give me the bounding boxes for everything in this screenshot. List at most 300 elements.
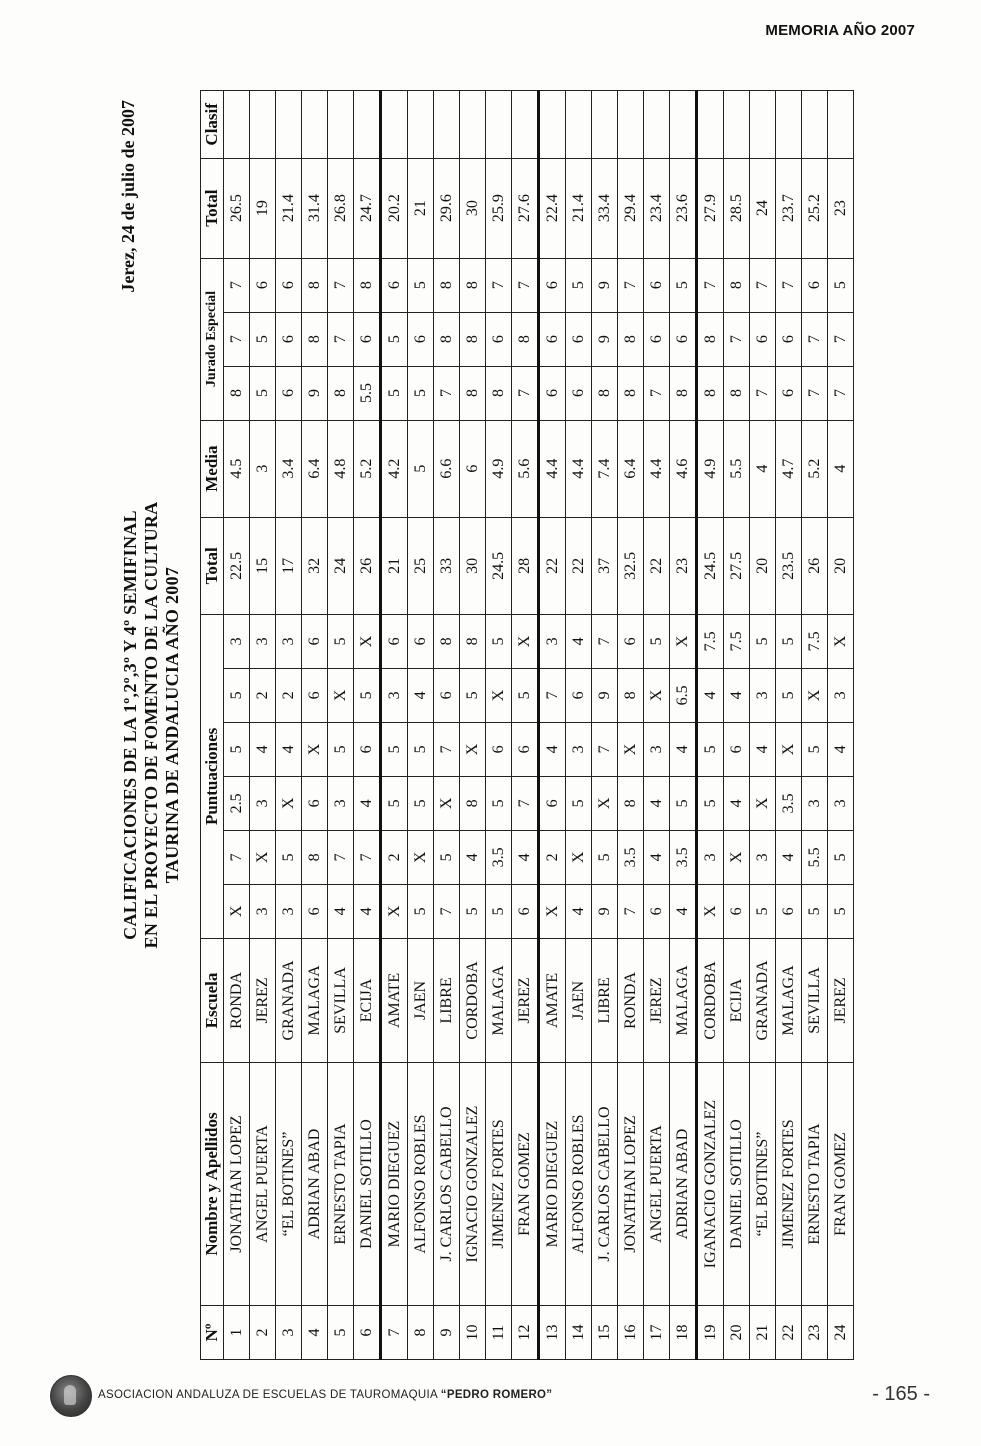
cell-num: 2 xyxy=(250,1306,276,1360)
cell-clasif xyxy=(512,91,539,159)
cell-clasif xyxy=(434,91,460,159)
cell-media: 4.9 xyxy=(486,420,512,517)
cell-clasif xyxy=(697,91,724,159)
cell-clasif xyxy=(250,91,276,159)
rotated-document-content xyxy=(118,90,849,1360)
cell-name: “EL BOTINES” xyxy=(276,1063,302,1306)
cell-score: 3 xyxy=(250,776,276,830)
cell-score: 4 xyxy=(776,830,802,884)
cell-name: ERNESTO TAPIA xyxy=(802,1063,828,1306)
cell-school: MALAGA xyxy=(776,938,802,1062)
header-jury: Jurado Especial xyxy=(201,258,224,420)
cell-score: X xyxy=(776,722,802,776)
cell-score: 7 xyxy=(512,776,539,830)
cell-score: 5 xyxy=(381,776,408,830)
cell-score: 5 xyxy=(486,614,512,668)
cell-total-final: 27.9 xyxy=(697,158,724,258)
table-row xyxy=(776,91,802,1360)
cell-name: ANGEL PUERTA xyxy=(250,1063,276,1306)
cell-score: 8 xyxy=(618,668,644,722)
cell-num: 17 xyxy=(644,1306,670,1360)
cell-total-final: 30 xyxy=(460,158,486,258)
cell-jury: 5 xyxy=(566,258,592,312)
cell-school: JEREZ xyxy=(828,938,854,1062)
cell-score: 4 xyxy=(724,668,750,722)
cell-media: 4.8 xyxy=(328,420,354,517)
cell-media: 4.7 xyxy=(776,420,802,517)
cell-score: X xyxy=(802,668,828,722)
cell-num: 6 xyxy=(354,1306,381,1360)
cell-total: 32.5 xyxy=(618,517,644,614)
cell-score: X xyxy=(512,614,539,668)
cell-school: LIBRE xyxy=(592,938,618,1062)
cell-name: J. CARLOS CABELLO xyxy=(434,1063,460,1306)
cell-jury: 6 xyxy=(644,258,670,312)
cell-jury: 8 xyxy=(460,366,486,420)
cell-score: X xyxy=(697,884,724,938)
cell-score: 3 xyxy=(697,830,724,884)
cell-media: 3 xyxy=(250,420,276,517)
cell-score: 7 xyxy=(434,722,460,776)
cell-score: 2 xyxy=(539,830,566,884)
cell-score: 4 xyxy=(566,614,592,668)
cell-score: 7 xyxy=(354,830,381,884)
cell-clasif xyxy=(750,91,776,159)
cell-score: 6 xyxy=(776,884,802,938)
cell-jury: 6 xyxy=(539,366,566,420)
cell-score: 7 xyxy=(592,614,618,668)
table-row xyxy=(670,91,697,1360)
cell-clasif xyxy=(381,91,408,159)
cell-score: 7 xyxy=(539,668,566,722)
cell-jury: 7 xyxy=(750,258,776,312)
cell-school: JEREZ xyxy=(512,938,539,1062)
cell-total-final: 21.4 xyxy=(566,158,592,258)
cell-num: 1 xyxy=(224,1306,250,1360)
cell-jury: 6 xyxy=(539,258,566,312)
cell-jury: 8 xyxy=(224,366,250,420)
cell-num: 10 xyxy=(460,1306,486,1360)
table-row xyxy=(697,91,724,1360)
cell-name: DANIEL SOTILLO xyxy=(724,1063,750,1306)
cell-jury: 9 xyxy=(302,366,328,420)
scores-table xyxy=(200,90,854,1360)
cell-total-final: 23 xyxy=(828,158,854,258)
cell-score: 3.5 xyxy=(486,830,512,884)
cell-score: 5 xyxy=(802,722,828,776)
cell-score: 4 xyxy=(408,668,434,722)
cell-clasif xyxy=(486,91,512,159)
cell-total: 26 xyxy=(802,517,828,614)
cell-score: 8 xyxy=(302,830,328,884)
cell-jury: 7 xyxy=(724,312,750,366)
cell-media: 4.2 xyxy=(381,420,408,517)
cell-score: 5 xyxy=(644,614,670,668)
cell-score: X xyxy=(670,614,697,668)
cell-total-final: 19 xyxy=(250,158,276,258)
cell-media: 6 xyxy=(460,420,486,517)
cell-score: X xyxy=(434,776,460,830)
cell-media: 4.5 xyxy=(224,420,250,517)
cell-score: 6 xyxy=(724,722,750,776)
cell-score: 3 xyxy=(276,884,302,938)
table-row xyxy=(224,91,250,1360)
cell-name: ADRIAN ABAD xyxy=(670,1063,697,1306)
cell-score: 3 xyxy=(828,776,854,830)
cell-jury: 7 xyxy=(618,258,644,312)
cell-num: 21 xyxy=(750,1306,776,1360)
cell-jury: 7 xyxy=(776,258,802,312)
cell-jury: 5 xyxy=(250,312,276,366)
cell-name: “EL BOTINES” xyxy=(750,1063,776,1306)
cell-score: X xyxy=(224,884,250,938)
cell-num: 13 xyxy=(539,1306,566,1360)
cell-score: 4 xyxy=(670,722,697,776)
cell-jury: 7 xyxy=(328,312,354,366)
cell-score: 4 xyxy=(697,668,724,722)
cell-jury: 7 xyxy=(828,366,854,420)
cell-score: 5 xyxy=(408,722,434,776)
cell-media: 5.2 xyxy=(802,420,828,517)
cell-score: 5 xyxy=(776,614,802,668)
cell-score: 6 xyxy=(486,722,512,776)
cell-total: 32 xyxy=(302,517,328,614)
cell-score: 5 xyxy=(697,722,724,776)
cell-num: 24 xyxy=(828,1306,854,1360)
cell-score: 6 xyxy=(302,614,328,668)
cell-num: 5 xyxy=(328,1306,354,1360)
cell-score: 3 xyxy=(644,722,670,776)
cell-jury: 6 xyxy=(670,312,697,366)
cell-clasif xyxy=(828,91,854,159)
cell-score: 6 xyxy=(724,884,750,938)
cell-school: CORDOBA xyxy=(460,938,486,1062)
cell-name: JIMENEZ FORTES xyxy=(776,1063,802,1306)
cell-total-final: 28.5 xyxy=(724,158,750,258)
table-header-row xyxy=(201,91,224,1360)
cell-score: 4 xyxy=(566,884,592,938)
cell-clasif xyxy=(354,91,381,159)
cell-total: 22.5 xyxy=(224,517,250,614)
cell-clasif xyxy=(776,91,802,159)
cell-score: 5 xyxy=(224,722,250,776)
table-row xyxy=(828,91,854,1360)
cell-score: 5 xyxy=(592,830,618,884)
title-line-3: TAURINA DE ANDALUCIA AÑO 2007 xyxy=(162,566,182,884)
cell-name: IGANACIO GONZALEZ xyxy=(697,1063,724,1306)
cell-total-final: 25.2 xyxy=(802,158,828,258)
cell-jury: 6 xyxy=(486,312,512,366)
header-num: Nº xyxy=(201,1306,224,1360)
cell-score: 6 xyxy=(302,776,328,830)
cell-total-final: 23.6 xyxy=(670,158,697,258)
cell-score: 7 xyxy=(434,884,460,938)
table-row xyxy=(512,91,539,1360)
cell-jury: 8 xyxy=(670,366,697,420)
cell-score: 6 xyxy=(566,668,592,722)
cell-score: 5 xyxy=(408,776,434,830)
cell-score: 6 xyxy=(618,614,644,668)
cell-name: JIMENEZ FORTES xyxy=(486,1063,512,1306)
cell-media: 4.4 xyxy=(566,420,592,517)
cell-jury: 7 xyxy=(697,258,724,312)
cell-score: 6 xyxy=(434,668,460,722)
cell-jury: 8 xyxy=(592,366,618,420)
table-row xyxy=(250,91,276,1360)
cell-score: X xyxy=(750,776,776,830)
header-school: Escuela xyxy=(201,938,224,1062)
cell-media: 4.6 xyxy=(670,420,697,517)
cell-score: 5 xyxy=(276,830,302,884)
cell-school: MALAGA xyxy=(302,938,328,1062)
cell-score: 5 xyxy=(512,668,539,722)
cell-school: ECIJA xyxy=(354,938,381,1062)
cell-score: 4 xyxy=(354,776,381,830)
cell-total: 22 xyxy=(644,517,670,614)
cell-media: 5.2 xyxy=(354,420,381,517)
cell-score: X xyxy=(592,776,618,830)
header-name: Nombre y Apellidos xyxy=(201,1063,224,1306)
cell-jury: 6 xyxy=(566,366,592,420)
cell-score: 3 xyxy=(381,668,408,722)
cell-num: 9 xyxy=(434,1306,460,1360)
cell-jury: 6 xyxy=(776,312,802,366)
cell-name: IGNACIO GONZALEZ xyxy=(460,1063,486,1306)
table-row xyxy=(724,91,750,1360)
cell-num: 4 xyxy=(302,1306,328,1360)
cell-clasif xyxy=(328,91,354,159)
cell-jury: 6 xyxy=(802,258,828,312)
cell-school: RONDA xyxy=(224,938,250,1062)
cell-score: X xyxy=(302,722,328,776)
cell-media: 6.4 xyxy=(302,420,328,517)
page-number: - 165 - xyxy=(872,1383,930,1405)
cell-school: JAEN xyxy=(566,938,592,1062)
cell-total: 20 xyxy=(750,517,776,614)
cell-name: DANIEL SOTILLO xyxy=(354,1063,381,1306)
table-row xyxy=(539,91,566,1360)
cell-clasif xyxy=(408,91,434,159)
cell-score: 5 xyxy=(670,776,697,830)
cell-jury: 8 xyxy=(302,258,328,312)
cell-score: 9 xyxy=(592,668,618,722)
cell-school: JAEN xyxy=(408,938,434,1062)
cell-school: GRANADA xyxy=(750,938,776,1062)
cell-score: X xyxy=(408,830,434,884)
cell-jury: 6 xyxy=(276,258,302,312)
cell-media: 5 xyxy=(408,420,434,517)
cell-score: 7 xyxy=(618,884,644,938)
cell-jury: 6 xyxy=(381,258,408,312)
header-total-final: Total xyxy=(201,158,224,258)
cell-total: 24.5 xyxy=(486,517,512,614)
table-row xyxy=(644,91,670,1360)
table-row xyxy=(802,91,828,1360)
cell-jury: 6 xyxy=(276,312,302,366)
cell-name: JONATHAN LOPEZ xyxy=(224,1063,250,1306)
cell-name: ERNESTO TAPIA xyxy=(328,1063,354,1306)
cell-score: 3 xyxy=(224,614,250,668)
cell-score: 7 xyxy=(328,830,354,884)
cell-num: 8 xyxy=(408,1306,434,1360)
cell-score: 3 xyxy=(250,614,276,668)
cell-score: 3 xyxy=(750,668,776,722)
cell-media: 6.4 xyxy=(618,420,644,517)
cell-score: 5 xyxy=(802,884,828,938)
page-header-title: MEMORIA AÑO 2007 xyxy=(765,22,915,39)
cell-score: 4 xyxy=(539,722,566,776)
cell-school: SEVILLA xyxy=(802,938,828,1062)
table-row xyxy=(566,91,592,1360)
cell-score: 5.5 xyxy=(802,830,828,884)
cell-jury: 8 xyxy=(354,258,381,312)
cell-media: 3.4 xyxy=(276,420,302,517)
cell-total: 21 xyxy=(381,517,408,614)
table-row xyxy=(618,91,644,1360)
cell-jury: 5 xyxy=(670,258,697,312)
cell-jury: 6 xyxy=(276,366,302,420)
cell-jury: 8 xyxy=(434,258,460,312)
cell-num: 18 xyxy=(670,1306,697,1360)
cell-total: 33 xyxy=(434,517,460,614)
cell-score: 2 xyxy=(381,830,408,884)
cell-score: 3.5 xyxy=(618,830,644,884)
footer-org-label: ASOCIACION ANDALUZA DE ESCUELAS DE TAUROMAQUIA xyxy=(98,1389,438,1401)
cell-total-final: 23.4 xyxy=(644,158,670,258)
cell-jury: 6 xyxy=(408,312,434,366)
cell-jury: 8 xyxy=(697,312,724,366)
cell-name: MARIO DIEGUEZ xyxy=(539,1063,566,1306)
cell-score: 5 xyxy=(697,776,724,830)
cell-jury: 6 xyxy=(566,312,592,366)
cell-total: 24.5 xyxy=(697,517,724,614)
cell-score: 2.5 xyxy=(224,776,250,830)
cell-name: FRAN GOMEZ xyxy=(512,1063,539,1306)
cell-school: AMATE xyxy=(381,938,408,1062)
cell-name: ALFONSO ROBLES xyxy=(408,1063,434,1306)
cell-media: 4.4 xyxy=(644,420,670,517)
table-row xyxy=(460,91,486,1360)
cell-score: 8 xyxy=(460,614,486,668)
cell-media: 4.4 xyxy=(539,420,566,517)
cell-jury: 8 xyxy=(697,366,724,420)
cell-score: 3.5 xyxy=(776,776,802,830)
cell-num: 14 xyxy=(566,1306,592,1360)
table-row xyxy=(592,91,618,1360)
cell-score: 2 xyxy=(276,668,302,722)
cell-total: 23.5 xyxy=(776,517,802,614)
cell-jury: 5 xyxy=(381,366,408,420)
cell-score: 6 xyxy=(512,722,539,776)
cell-clasif xyxy=(276,91,302,159)
table-row xyxy=(354,91,381,1360)
cell-score: 6 xyxy=(302,884,328,938)
header-scores: Puntuaciones xyxy=(201,614,224,938)
cell-total: 26 xyxy=(354,517,381,614)
cell-school: GRANADA xyxy=(276,938,302,1062)
cell-jury: 7 xyxy=(512,258,539,312)
title-line-2: EN EL PROYECTO DE FOMENTO DE LA CULTURA xyxy=(141,501,161,949)
table-row xyxy=(434,91,460,1360)
header-total: Total xyxy=(201,517,224,614)
cell-total-final: 24 xyxy=(750,158,776,258)
cell-score: 5 xyxy=(486,776,512,830)
cell-jury: 7 xyxy=(224,258,250,312)
cell-score: 7.5 xyxy=(802,614,828,668)
cell-jury: 5 xyxy=(828,258,854,312)
cell-school: JEREZ xyxy=(644,938,670,1062)
cell-total-final: 26.5 xyxy=(224,158,250,258)
cell-jury: 5 xyxy=(250,366,276,420)
cell-score: 8 xyxy=(434,614,460,668)
cell-jury: 7 xyxy=(828,312,854,366)
cell-score: 3 xyxy=(276,614,302,668)
cell-num: 19 xyxy=(697,1306,724,1360)
cell-school: JEREZ xyxy=(250,938,276,1062)
cell-score: 7.5 xyxy=(697,614,724,668)
header-media: Media xyxy=(201,420,224,517)
cell-clasif xyxy=(618,91,644,159)
cell-clasif xyxy=(724,91,750,159)
cell-score: 6 xyxy=(381,614,408,668)
cell-score: 5 xyxy=(460,668,486,722)
cell-jury: 7 xyxy=(486,258,512,312)
cell-media: 4.9 xyxy=(697,420,724,517)
cell-score: 4 xyxy=(750,722,776,776)
cell-jury: 8 xyxy=(460,258,486,312)
cell-score: 4 xyxy=(512,830,539,884)
cell-score: 5 xyxy=(750,614,776,668)
page-footer xyxy=(50,1375,930,1419)
cell-school: CORDOBA xyxy=(697,938,724,1062)
cell-jury: 6 xyxy=(644,312,670,366)
cell-score: 7 xyxy=(224,830,250,884)
cell-clasif xyxy=(802,91,828,159)
cell-score: 5 xyxy=(486,884,512,938)
cell-score: X xyxy=(724,830,750,884)
table-body xyxy=(224,91,854,1360)
cell-score: X xyxy=(566,830,592,884)
cell-clasif xyxy=(566,91,592,159)
cell-jury: 7 xyxy=(750,366,776,420)
cell-score: 4 xyxy=(644,776,670,830)
cell-total-final: 20.2 xyxy=(381,158,408,258)
cell-media: 7.4 xyxy=(592,420,618,517)
cell-school: MALAGA xyxy=(486,938,512,1062)
cell-score: X xyxy=(618,722,644,776)
cell-school: LIBRE xyxy=(434,938,460,1062)
cell-score: 4 xyxy=(644,830,670,884)
cell-score: 6.5 xyxy=(670,668,697,722)
cell-jury: 8 xyxy=(460,312,486,366)
cell-total: 20 xyxy=(828,517,854,614)
table-row xyxy=(408,91,434,1360)
cell-score: 7 xyxy=(592,722,618,776)
cell-score: 5 xyxy=(776,668,802,722)
cell-clasif xyxy=(670,91,697,159)
cell-jury: 7 xyxy=(224,312,250,366)
cell-jury: 9 xyxy=(592,258,618,312)
table-row xyxy=(302,91,328,1360)
cell-name: MARIO DIEGUEZ xyxy=(381,1063,408,1306)
cell-num: 23 xyxy=(802,1306,828,1360)
cell-num: 16 xyxy=(618,1306,644,1360)
cell-school: RONDA xyxy=(618,938,644,1062)
cell-jury: 6 xyxy=(776,366,802,420)
cell-score: X xyxy=(644,668,670,722)
cell-score: 5 xyxy=(828,830,854,884)
table-row xyxy=(486,91,512,1360)
